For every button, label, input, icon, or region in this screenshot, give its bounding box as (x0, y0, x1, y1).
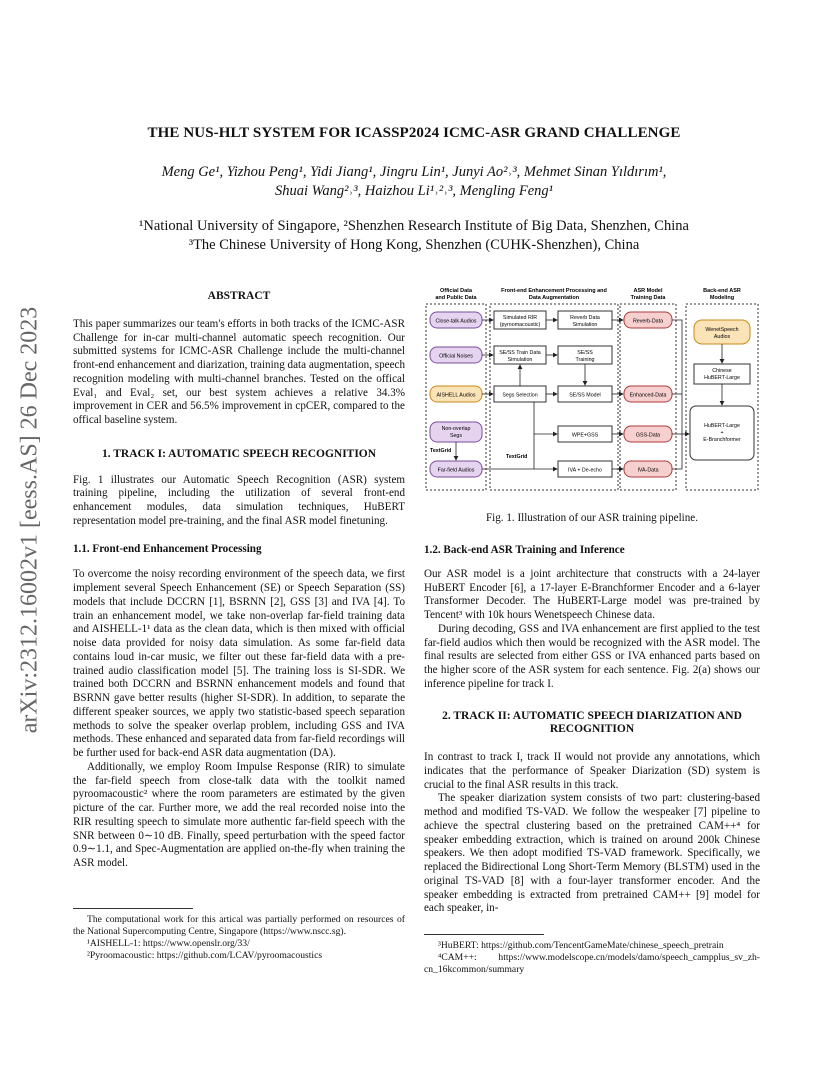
svg-text:SE/SS Train Data: SE/SS Train Data (499, 350, 541, 356)
subsection-1-1-para-2: Additionally, we employ Room Impulse Response (RIR) to simulate the far-field speech from close-talk data with the toolkit named pyroomacoustic² where the room parameters are estimated by the given picture of the car. Further more, we add the real recorded noise into the RIR resulting speech to simulate more authentic far-field speech with the SNR between 0∼10 dB. Finally, speed perturbation with the speed factor 0.9∼1.1, and Spec-Augmentation are applied on-the-fly when training the ASR model. (73, 760, 405, 869)
funding-footnote: The computational work for this artical was partially performed on resources of the National Supercomputing Centre, Singapore (https://www.nscc.sg). (73, 914, 405, 937)
svg-text:AISHELL Audios: AISHELL Audios (436, 392, 476, 399)
svg-text:Enhanced-Data: Enhanced-Data (629, 392, 667, 399)
label-textgrid-2: TextGrid (506, 454, 528, 460)
section-1-intro: Fig. 1 illustrates our Automatic Speech Recognition (ASR) system training pipeline, including the utilization of several front-end enhancement modules, data simulation techniques, HuBERT representation model pre-training, and the final ASR model finetuning. (73, 473, 405, 527)
svg-text:Simulated RIR: Simulated RIR (502, 315, 538, 321)
box-official-noises (430, 347, 482, 363)
arxiv-sidebar (10, 260, 50, 780)
left-column (73, 290, 405, 871)
svg-text:Reverb Data: Reverb Data (570, 315, 600, 321)
box-enhanced-data (624, 386, 672, 402)
footnote-2: ²Pyroomacoustic: https://github.com/LCAV/pyroomacoustics (87, 950, 323, 961)
affiliations (60, 217, 768, 255)
footnotes-left (73, 914, 405, 962)
section-1-heading: 1. TRACK I: AUTOMATIC SPEECH RECOGNITION (101, 447, 377, 460)
svg-text:GSS-Data: GSS-Data (635, 432, 661, 439)
svg-text:Official Noises: Official Noises (439, 353, 473, 360)
box-se-ss-model (558, 386, 612, 402)
box-reverb-data (624, 312, 672, 328)
box-wpe-gss (558, 426, 612, 442)
svg-text:Far-field Audios: Far-field Audios (437, 467, 475, 474)
svg-text:(pyroomacoustic): (pyroomacoustic) (499, 322, 541, 328)
box-aishell (430, 386, 482, 402)
svg-text:Simulation: Simulation (507, 357, 533, 363)
author-list (90, 163, 738, 201)
arxiv-id: arXiv:2312.16002v1 [eess.AS] 26 Dec 2023 (16, 306, 43, 734)
right-column (424, 544, 760, 916)
col-title-official-l1: Official Data (439, 288, 473, 294)
box-chinese-hubert (694, 364, 750, 384)
svg-text:Segs: Segs (449, 433, 463, 439)
footnotes-right (424, 940, 760, 976)
svg-text:WPE+GSS: WPE+GSS (571, 432, 599, 439)
svg-text:Close-talk Audios: Close-talk Audios (435, 318, 477, 325)
box-gss-data (624, 426, 672, 442)
svg-text:HuBERT-Large: HuBERT-Large (704, 375, 740, 381)
box-sim-rir (494, 311, 546, 329)
box-close-talk (430, 312, 482, 328)
box-non-overlap (430, 422, 482, 442)
box-hubert-ebf (690, 406, 754, 460)
section-2-para-1: In contrast to track I, track II would not provide any annotations, which indicates that the performance of Speaker Diarization (SD) system is crucial to the final ASR results in this track. (424, 751, 760, 791)
box-far-field (430, 461, 482, 477)
svg-text:Segs Selection: Segs Selection (502, 392, 538, 399)
section-2-heading (424, 710, 760, 738)
section-2-para-2: The speaker diarization system consists of two part: clustering-based method and modified TS-VAD. We follow the wespeaker [7] pipeline to achieve the spectral clustering based on the pretrained CAM++⁴ for speaker embedding extraction, which is trained on around 200k Chinese speakers. We then adopt modified TS-VAD framework. Specifically, we replaced the Bidirectional Long Short-Term Memory (BLSTM) used in the original TS-VAD [8] with a four-layer transformer encoder. And the speaker embedding is extracted from pretrained CAM++ [9] model for each speaker, in- (424, 792, 760, 915)
col-title-frontend-l1: Front-end Enhancement Processing and (501, 288, 607, 294)
col-title-backend-l1: Back-end ASR (703, 288, 741, 294)
section-2-heading-line-1: 2. TRACK II: AUTOMATIC SPEECH DIARIZATION AND (442, 709, 742, 722)
col-title-official-l2: and Public Data (435, 295, 477, 301)
footnote-1: ¹AISHELL-1: https://www.openslr.org/33/ (87, 938, 250, 949)
svg-text:+: + (720, 430, 724, 436)
subsection-1-1-heading: 1.1. Front-end Enhancement Processing (73, 542, 262, 555)
footnote-rule-right (424, 934, 544, 935)
box-segs-selection (494, 386, 546, 402)
box-iva (558, 461, 612, 477)
box-iva-data (624, 461, 672, 477)
svg-text:IVA-Data: IVA-Data (637, 467, 659, 474)
svg-text:Simulation: Simulation (572, 322, 598, 328)
footnote-4: ⁴CAM++: https://www.modelscope.cn/models/damo/speech_campplus_sv_zh-cn_16kcommon/summary (424, 952, 760, 975)
svg-text:SE/SS: SE/SS (577, 350, 593, 356)
svg-text:IVA + De-echo: IVA + De-echo (568, 467, 602, 474)
subsection-1-1-para-1: To overcome the noisy recording environment of the speech data, we first implement several Speech Enhancement (SE) or Speech Separation (SS) models that include DCCRN [1], BSRNN [2], GSS [3] and IVA [4]. To train an enhancement model, we take non-overlap far-field training data and AISHELL-1¹ data as the clean data, which is then mixed with official noise data provided for noisy data simulation. As some far-field data contains loud in-car music, we filter out these far-field data with a pre-trained audio classification model [5]. The training loss is SI-SDR. We trained both DCCRN and BSRNN enhancement models and found that BSRNN gave better results (higher SI-SDR). In addition, to separate the different speaker sources, we apply two statistic-based speech separation methods to solve the speaker overlap problem, including GSS and IVA methods. These enhanced and separated data from far-field recordings will be further used for back-end ASR data augmentation (DA). (73, 568, 405, 759)
subsection-1-2-heading: 1.2. Back-end ASR Training and Inference (424, 544, 625, 556)
figure-1-caption: Fig. 1. Illustration of our ASR training pipeline. (486, 512, 698, 524)
affiliation-line-1: ¹National University of Singapore, ²Shenzhen Research Institute of Big Data, Shenzhen, China (139, 218, 689, 234)
col-title-backend-l2: Modeling (709, 295, 735, 301)
authors-line-1: Meng Ge¹, Yizhou Peng¹, Yidi Jiang¹, Jingru Lin¹, Junyi Ao²˒³, Mehmet Sinan Yıldırım¹, (161, 164, 667, 180)
figure-1-diagram (424, 284, 760, 494)
svg-text:HuBERT-Large: HuBERT-Large (704, 423, 740, 429)
box-reverb-sim (558, 311, 612, 329)
footnote-3: ³HuBERT: https://github.com/TencentGameMate/chinese_speech_pretrain (438, 940, 724, 951)
abstract-heading: ABSTRACT (207, 290, 271, 302)
abstract-text: This paper summarizes our team's efforts in both tracks of the ICMC-ASR Challenge for in-car multi-channel automatic speech recognition. Our submitted systems for ICMC-ASR Challenge include the multi-channel front-end enhancement and diarization, training data augmentation, speech recognition modeling with multi-channel branches. Tested on the offical Eval₁ and Eval₂ set, our best system achieves a relative 34.3% improvement in CER and 56.5% improvement in cpCER, compared to the offical baseline system. (73, 317, 405, 426)
label-textgrid-1: TextGrid (430, 448, 452, 454)
col-title-training-l1: ASR Model (633, 288, 663, 294)
paper-title: THE NUS-HLT SYSTEM FOR ICASSP2024 ICMC-ASR GRAND CHALLENGE (147, 125, 681, 141)
svg-text:Non-overlap: Non-overlap (441, 426, 471, 432)
svg-text:SE/SS Model: SE/SS Model (569, 392, 601, 399)
box-wenetspeech (694, 320, 750, 344)
subsection-1-2-para-1: Our ASR model is a joint architecture that constructs with a 24-layer HuBERT Encoder [6], a 17-layer E-Branchformer Encoder and a 6-layer Transformer Decoder. The HuBERT-Large model was pre-trained by Tencent³ with 10k hours Wenetspeech Chinese data. (424, 567, 760, 621)
authors-line-2: Shuai Wang²˒³, Haizhou Li¹˒²˒³, Mengling Feng¹ (274, 183, 554, 199)
svg-text:WenetSpeech: WenetSpeech (705, 327, 739, 333)
svg-text:Audios: Audios (713, 334, 731, 340)
svg-text:Reverb-Data: Reverb-Data (632, 318, 664, 325)
affiliation-line-2: ³The Chinese University of Hong Kong, Shenzhen (CUHK-Shenzhen), China (188, 237, 640, 253)
subsection-1-2-para-2: During decoding, GSS and IVA enhancement are first applied to the test far-field audios which then would be recognized with the ASR model. The final results are selected from either GSS or IVA enhanced parts based on the higher score of the ASR system for each sentence. Fig. 2(a) shows our inference pipeline for track I. (424, 622, 760, 690)
footnote-rule-left (73, 908, 193, 909)
col-title-frontend-l2: Data Augmentation (528, 295, 580, 301)
svg-text:E-Branchformer: E-Branchformer (703, 437, 741, 443)
section-2-heading-line-2: RECOGNITION (549, 723, 635, 736)
col-title-training-l2: Training Data (630, 295, 666, 301)
svg-text:Chinese: Chinese (712, 368, 732, 374)
svg-text:Training: Training (575, 357, 595, 363)
box-se-ss-sim (494, 346, 546, 364)
box-se-ss-train (558, 346, 612, 364)
